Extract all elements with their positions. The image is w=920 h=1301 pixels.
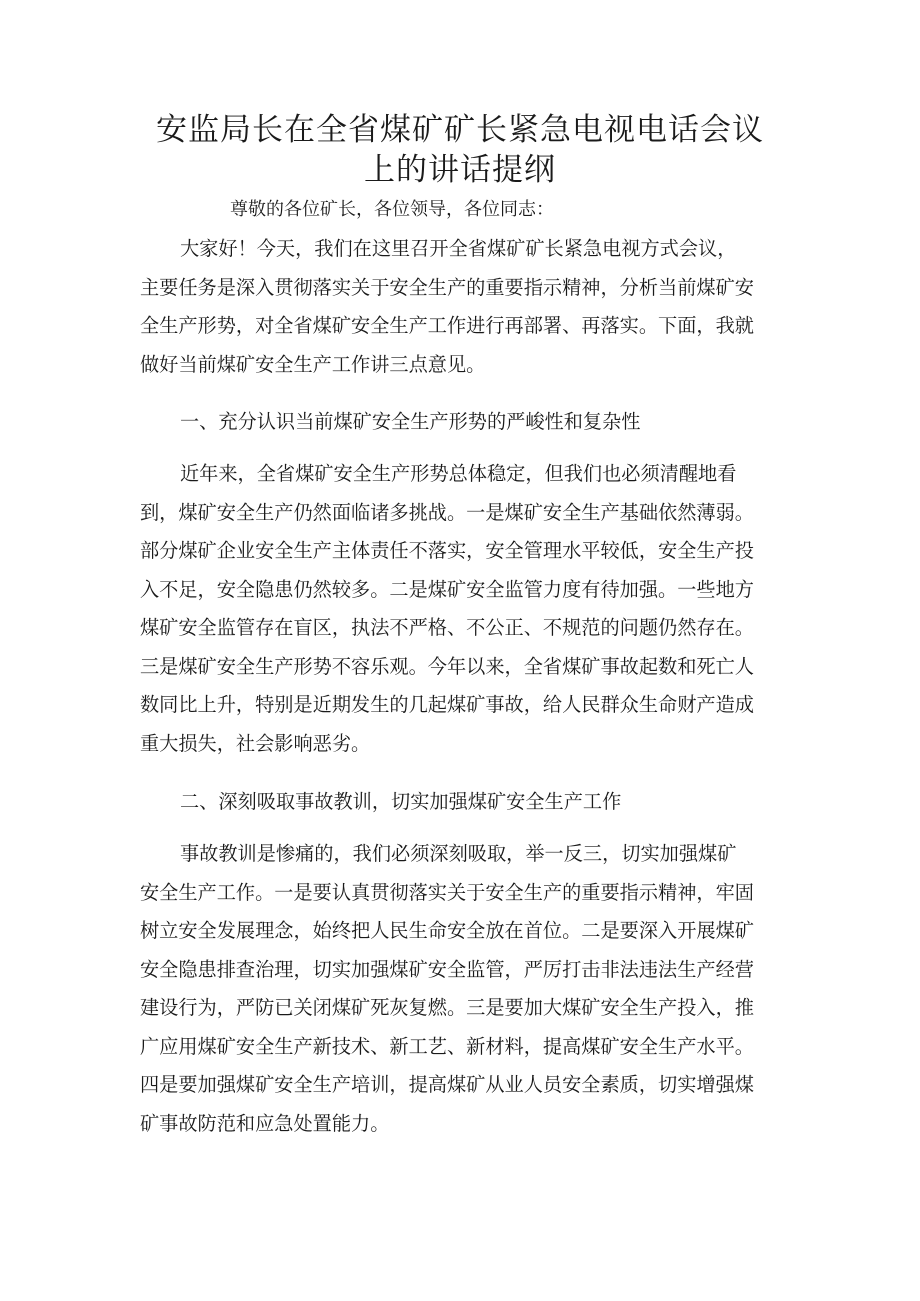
document-title-line-2: 上的讲话提纲 xyxy=(364,152,556,188)
paragraph-line: 重大损失，社会影响恶劣。 xyxy=(140,731,371,755)
paragraph-situation xyxy=(140,455,780,763)
paragraph-line: 建设行为，严防已关闭煤矿死灰复燃。三是要加大煤矿安全生产投入，推 xyxy=(140,996,754,1019)
paragraph-line: 近年来，全省煤矿安全生产形势总体稳定，但我们也必须清醒地看 xyxy=(180,462,737,485)
paragraph-line: 三是煤矿安全生产形势不容乐观。今年以来，全省煤矿事故起数和死亡人 xyxy=(140,654,754,678)
paragraph-lessons xyxy=(140,835,780,1143)
paragraph-line: 事故教训是惨痛的，我们必须深刻吸取，举一反三，切实加强煤矿 xyxy=(180,842,737,865)
paragraph-line: 大家好！今天，我们在这里召开全省煤矿矿长紧急电视方式会议， xyxy=(180,237,737,260)
paragraph-line: 主要任务是深入贯彻落实关于安全生产的重要指示精神，分析当前煤矿安 xyxy=(140,275,754,299)
paragraph-line: 全生产形势，对全省煤矿安全生产工作进行再部署、再落实。下面，我就 xyxy=(140,314,754,337)
paragraph-line: 广应用煤矿安全生产新技术、新工艺、新材料，提高煤矿安全生产水平。 xyxy=(140,1034,754,1058)
paragraph-line: 四是要加强煤矿安全生产培训，提高煤矿从业人员安全素质，切实增强煤 xyxy=(140,1073,754,1096)
paragraph-line: 数同比上升，特别是近期发生的几起煤矿事故，给人民群众生命财产造成 xyxy=(140,693,754,716)
paragraph-line: 部分煤矿企业安全生产主体责任不落实，安全管理水平较低，安全生产投 xyxy=(140,539,754,562)
paragraph-line: 矿事故防范和应急处置能力。 xyxy=(140,1111,390,1135)
paragraph-line: 做好当前煤矿安全生产工作讲三点意见。 xyxy=(140,352,486,376)
document-title-line-1: 安监局长在全省煤矿矿长紧急电视电话会议 xyxy=(156,112,764,148)
paragraph-opening xyxy=(140,230,780,384)
section-heading-text: 一、充分认识当前煤矿安全生产形势的严峻性和复杂性 xyxy=(180,410,641,433)
salutation: 尊敬的各位矿长，各位领导，各位同志： xyxy=(230,199,554,220)
paragraph-line: 煤矿安全监管存在盲区，执法不严格、不公正、不规范的问题仍然存在。 xyxy=(140,616,754,639)
paragraph-line: 安全生产工作。一是要认真贯彻落实关于安全生产的重要指示精神，牢固 xyxy=(140,880,754,904)
paragraph-line: 到，煤矿安全生产仍然面临诸多挑战。一是煤矿安全生产基础依然薄弱。 xyxy=(140,500,754,524)
section-heading-1 xyxy=(140,403,780,442)
paragraph-line: 入不足，安全隐患仍然较多。二是煤矿安全监管力度有待加强。一些地方 xyxy=(140,577,754,601)
section-heading-2 xyxy=(140,783,780,822)
paragraph-line: 安全隐患排查治理，切实加强煤矿安全监管，严厉打击非法违法生产经营 xyxy=(140,957,754,981)
paragraph-line: 树立安全发展理念，始终把人民生命安全放在首位。二是要深入开展煤矿 xyxy=(140,919,754,942)
section-heading-text: 二、深刻吸取事故教训，切实加强煤矿安全生产工作 xyxy=(180,790,622,813)
